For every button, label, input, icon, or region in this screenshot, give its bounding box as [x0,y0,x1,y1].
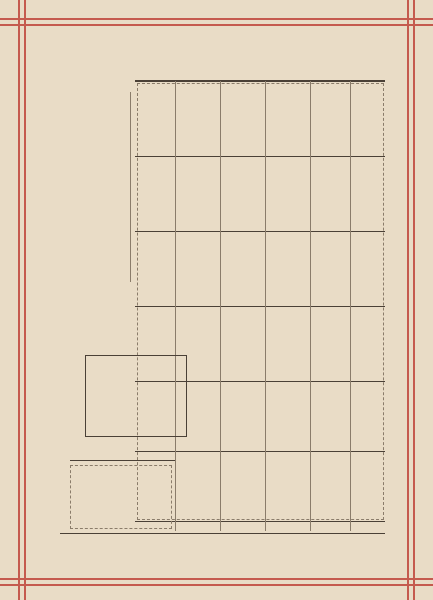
frame-line [0,18,433,20]
imprint-text-area [70,465,172,529]
rule-line [70,460,175,461]
left-block [60,92,131,282]
rule-line [60,533,385,534]
frame-line [0,24,433,26]
frame-line [407,0,409,600]
frame-line [413,0,415,600]
grid-row-divider [135,521,385,522]
grid-row-divider [135,81,385,82]
page-title [78,44,338,72]
listing-text-area [137,83,384,520]
listing-grid [135,80,385,541]
boxed-notice [85,355,187,437]
frame-line [0,578,433,580]
frame-line [18,0,20,600]
frame-line [0,584,433,586]
price-line [80,540,380,556]
frame-line [24,0,26,600]
